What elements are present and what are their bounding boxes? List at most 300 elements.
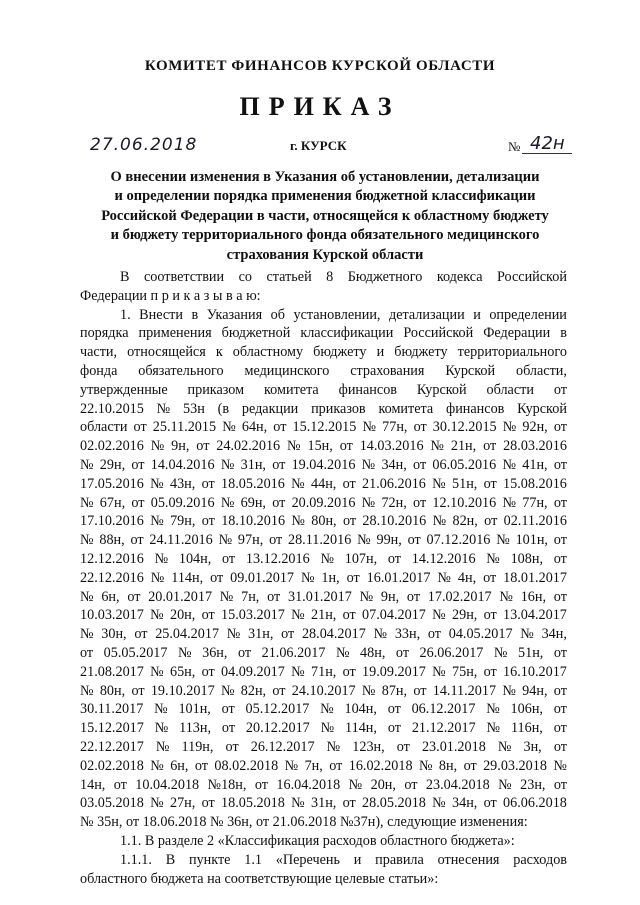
body-word: 29н, [99,456,126,473]
body-word: № [219,588,234,605]
body-word: 64н, [241,419,268,436]
body-word: 14н, [80,776,106,793]
body-word: 02.02.2018 [80,757,144,774]
body-word: от [113,776,127,793]
body-word: № [502,682,516,699]
body-line [80,550,567,569]
body-word: 113н, [179,720,212,737]
body-word: от [387,550,401,567]
body-line-text: 1.1. В разделе 2 «Классификация расходов областного бюджета»: [120,832,515,849]
body-word: 21н, [450,438,477,455]
body-word: 108н, [510,550,543,567]
body-word: № [220,682,235,699]
body-word: № [150,513,164,530]
body-word: 82н, [240,682,267,699]
body-word: от [131,456,145,473]
subject-line: и бюджету территориального фонда обязательного медицинского [110,227,540,244]
body-word: № [361,456,376,473]
body-word: приказом [187,381,245,398]
body-word: 07.12.2016 [426,532,491,549]
body-word: от [222,550,236,567]
body-word: 07.04.2017 [362,607,426,624]
body-word: 51н, [452,475,478,492]
body-word: 13.04.2017 [503,607,567,624]
body-line [80,606,567,625]
body-word: от [342,795,356,812]
body-word: бюджету [394,344,448,361]
body-word: от [272,682,286,699]
body-line [80,851,567,870]
body-word: от [483,475,497,492]
body-word: 23.01.2018 [421,738,486,755]
body-word: от [272,456,286,473]
body-line [80,644,567,663]
body-word: 25.04.2017 [155,626,220,643]
body-word: № [300,569,315,586]
body-word: применения [138,325,212,342]
body-word: 25.11.2015 [152,419,217,436]
body-word: 65н, [169,663,196,680]
body-word: относящейся [127,344,206,361]
body-word: № [154,701,168,718]
body-word: от [196,438,210,455]
body-line [80,400,567,419]
body-word: 14.11.2017 [432,682,497,699]
body-word: № [486,550,500,567]
body-word: 79н, [170,513,196,530]
body-word: 6н, [170,757,189,774]
body-word: 1. [120,306,131,323]
body-word: 16.10.2017 [503,663,567,680]
body-word: 06.05.2016 [432,456,497,473]
body-word: 31.01.2017 [287,588,352,605]
body-word: пункте [188,851,231,868]
body-word: 30.11.2017 [80,701,144,718]
body-word: области [486,381,534,398]
body-word: от [272,494,286,511]
body-word: 104н, [344,701,377,718]
body-word: от [463,757,477,774]
body-word: 06.12.2017 [411,701,476,718]
body-word: от [342,475,356,492]
body-word: 119н, [181,738,214,755]
body-word: от [281,626,295,643]
body-word: 114н, [171,569,204,586]
body-word: 87н, [381,682,408,699]
body-line [80,832,567,851]
body-word: страхования [350,362,425,379]
subject-line: страхования Курской области [226,246,424,263]
body-word: 19.10.2017 [150,682,215,699]
body-word: 22.10.2015 [80,400,144,417]
body-word: редакции [241,400,299,417]
body-word: 22.12.2017 [80,738,144,755]
body-word: 21.08.2017 [80,663,144,680]
body-word: 15.03.2017 [221,607,285,624]
body-word: № [432,513,447,530]
body-word: 17.10.2016 [80,513,144,530]
body-word: от [201,513,215,530]
subject-line: Российской Федерации в части, относящейся к областному бюджету [101,207,549,224]
body-word: 48н, [360,644,386,661]
body-word: от [273,419,287,436]
body-word: 19.09.2017 [362,663,426,680]
body-word: от [342,607,356,624]
order-body-text [80,268,567,888]
body-word: № [553,757,567,774]
body-line [80,494,567,513]
body-word: 97н, [237,532,264,549]
body-word: от [225,738,239,755]
body-word: Бюджетного [347,269,423,285]
body-word: от [553,738,567,755]
body-word: 82н, [452,513,478,530]
body-word: от [427,626,441,643]
body-word: № [178,644,192,661]
body-word: 1н, [321,569,340,586]
order-meta-row [0,135,640,161]
body-word: 67н, [99,494,126,511]
body-word: № [418,757,433,774]
body-line [80,813,567,832]
body-word: от [553,381,567,398]
body-word: 14.12.2016 [411,550,476,567]
body-word: от [342,513,357,530]
body-word: 28.03.2016 [503,438,567,455]
body-word: № [291,513,305,530]
body-word: 15.08.2016 [503,475,567,492]
body-line [80,287,567,306]
body-word: 10.04.2018 [135,776,200,793]
body-word: № [496,532,510,549]
body-word: от [387,720,401,737]
body-word: от [553,644,567,661]
body-word: от [221,701,235,718]
body-word: В [165,851,176,868]
body-word: 10.03.2017 [80,607,144,624]
body-word: от [483,569,497,586]
body-line [80,437,567,456]
body-word: установлении, [293,306,381,323]
body-word: (в [217,400,230,417]
body-line [80,531,567,550]
body-word: от [201,475,215,492]
body-word: № [361,494,376,511]
body-word: от [553,682,567,699]
body-word: 18.01.2017 [503,569,567,586]
body-word: 31н, [311,795,337,812]
body-word: № [80,682,94,699]
body-word: 80н, [99,682,126,699]
body-word: 23.04.2018 [425,776,490,793]
body-word: 107н, [344,550,378,567]
body-word: Российской [403,325,474,342]
body-word: детализации [389,306,465,323]
body-word: № [362,419,377,436]
body-word: 1.1.1. [120,851,152,868]
body-line [80,456,567,475]
body-word: 1.1 [244,851,262,868]
body-word: 16.02.2018 [348,757,413,774]
body-word: бюджетной [221,325,291,342]
body-word: 31н, [240,456,266,473]
body-word: № [320,550,334,567]
order-number-label: № [508,139,521,154]
body-word: от [413,456,427,473]
body-word: от [404,776,418,793]
body-word: 22.12.2016 [80,569,144,586]
body-line [80,306,567,325]
body-word: в [191,306,199,323]
body-word: 9н, [171,438,190,455]
body-line [80,719,567,738]
body-word: от [339,438,353,455]
body-line [80,324,567,343]
body-word: «Перечень [275,851,340,868]
body-word: 80н, [311,513,337,530]
body-line [80,700,567,719]
body-word: кодекса [436,269,483,285]
body-word: от [201,663,215,680]
body-word: № [287,438,301,455]
body-word: 08.02.2018 [214,757,279,774]
body-word: 17.02.2017 [427,588,492,605]
body-line [80,663,567,682]
body-word: отнесения [437,851,500,868]
body-word: 29.03.2018 [483,757,547,774]
body-word: от [254,776,268,793]
body-line [80,682,567,701]
body-word: 09.01.2017 [230,569,294,586]
body-word: 26.12.2017 [250,738,315,755]
body-word: 7н, [241,588,260,605]
body-word: 7н, [304,757,323,774]
body-word: № [218,532,233,549]
body-word: 05.09.2016 [150,494,215,511]
body-word: № [520,626,534,643]
body-word: 34н, [541,626,567,643]
body-word: 12.10.2016 [432,494,497,511]
body-line [80,569,567,588]
body-word: 92н, [522,419,548,436]
body-word: 15н, [307,438,333,455]
order-number-handwritten: 42н [530,133,565,154]
body-word: от [201,607,215,624]
body-word: № [80,494,94,511]
body-word: № [150,607,164,624]
body-word: фонда [80,362,118,379]
body-word: от [133,419,147,436]
body-word: № [226,626,241,643]
body-word: от [237,644,252,661]
body-word: № [291,663,305,680]
body-word: от [553,456,567,473]
body-word: 104н, [178,550,212,567]
body-line-text: № 35н, от 18.06.2018 № 36н, от 21.06.2018 №37н), следующие изменения: [80,814,528,831]
body-word: 101н, [515,532,548,549]
body-word: от [406,588,421,605]
body-word: № [497,738,512,755]
body-word: 94н, [522,682,548,699]
body-word: 4н, [457,569,477,586]
body-word: Указания [206,306,263,323]
body-word: от [553,419,567,436]
body-line [80,475,567,494]
body-word: от [483,607,497,624]
body-word: 20.09.2016 [291,494,356,511]
body-word: №18н, [207,776,247,793]
body-word: № [357,532,371,549]
body-line-text: областного бюджета на соответствующие целевые статьи»: [80,870,439,887]
body-word: 14.04.2016 [150,456,215,473]
body-word: от [484,513,498,530]
body-word: № [432,663,446,680]
body-word: 33н, [394,626,421,643]
body-word: 02.02.2016 [80,438,144,455]
body-word: классификации [300,325,394,342]
body-word: от [553,701,567,718]
body-line [80,625,567,644]
body-word: 24.02.2016 [216,438,281,455]
order-city: г. КУРСК [290,138,347,153]
body-word: 69н, [240,494,266,511]
body-word: 06.06.2018 [503,795,567,812]
body-word: 6н, [101,588,120,605]
body-word: 21.06.2017 [261,644,326,661]
body-word: от [413,682,427,699]
body-word: от [201,795,215,812]
body-word: от [131,682,145,699]
body-word: от [210,569,224,586]
body-word: Курской [445,362,496,379]
body-line [80,757,567,776]
body-word: об [270,306,285,323]
body-word: № [335,644,350,661]
body-word: 30н, [101,626,127,643]
body-word: 24.11.2016 [149,532,213,549]
body-word: № [156,400,171,417]
body-word: 18.10.2016 [221,513,286,530]
body-word: 44н, [311,475,337,492]
body-word: № [432,475,446,492]
body-word: № [222,419,236,436]
body-word: 19.04.2016 [291,456,356,473]
body-word: Курской [416,381,467,398]
body-word: от [267,588,281,605]
body-word: от [407,532,421,549]
body-word: 34н, [381,456,407,473]
body-word: части, [80,344,118,361]
body-word: № [150,438,165,455]
body-word: от [329,757,343,774]
body-line [80,512,567,531]
body-word: № [220,456,235,473]
body-word: 20.12.2017 [245,720,310,737]
body-word: № [359,588,374,605]
body-line [80,870,567,889]
body-word: 8 [326,269,334,285]
body-word: № [150,795,164,812]
body-word: от [134,626,148,643]
body-word: № [284,757,299,774]
body-word: медицинского [244,362,330,379]
body-word: В [120,269,130,285]
body-word: Федерации [483,325,551,342]
body-word: от [483,795,497,812]
body-word: 15.12.2017 [80,720,144,737]
body-word: 116н, [510,720,543,737]
body-word: № [502,494,517,511]
body-word: № [80,456,94,473]
body-word: от [127,588,141,605]
body-word: от [346,569,360,586]
body-word: от [553,776,567,793]
body-word: 101н, [178,701,211,718]
body-word: № [486,701,500,718]
body-word: № [150,475,164,492]
body-word: № [432,607,446,624]
body-word: № [502,456,517,473]
body-word: к [215,344,223,361]
body-word: № [437,569,451,586]
body-word: комитета [378,400,434,417]
body-word: № [80,588,94,605]
body-word: № [220,494,235,511]
body-word: территориального [457,344,567,361]
body-word: комитета [264,381,319,398]
body-word: от [342,663,356,680]
body-word: 34н, [452,795,478,812]
subject-line: О внесении изменения в Указания об установлении, детализации [110,169,540,185]
body-word: финансов [446,400,505,417]
body-line [80,588,567,607]
body-line [80,381,567,400]
body-word: 23н, [520,776,546,793]
body-word: Российской [497,269,567,285]
body-word: 21н, [311,607,337,624]
body-word: 20н, [370,776,396,793]
body-word: от [395,644,410,661]
body-word: 21.12.2017 [411,720,476,737]
body-word: 28.11.2016 [287,532,352,549]
body-word: определении [489,306,567,323]
body-word: 04.05.2017 [448,626,513,643]
body-word: № [80,532,94,549]
body-word: № [348,776,363,793]
body-word: 16.01.2017 [366,569,431,586]
body-word: 31н, [248,626,274,643]
order-date-handwritten: 27.06.2018 [90,135,198,155]
body-word: от [483,663,497,680]
body-word: 88н, [99,532,125,549]
body-word: 8н, [438,757,458,774]
body-word: № [320,701,334,718]
body-word: от [80,644,94,661]
body-word: 28.10.2016 [362,513,427,530]
body-word: 72н, [381,494,407,511]
body-word: № [291,795,305,812]
body-word: № [150,757,164,774]
body-line [80,794,567,813]
body-word: 24.10.2017 [291,682,356,699]
body-word: 16.04.2018 [276,776,341,793]
body-word: от [130,532,144,549]
body-word: и [376,344,385,361]
body-word: 21.06.2016 [362,475,426,492]
body-word: 71н, [311,663,337,680]
body-word: бюджету [313,344,367,361]
body-word: от [194,757,208,774]
